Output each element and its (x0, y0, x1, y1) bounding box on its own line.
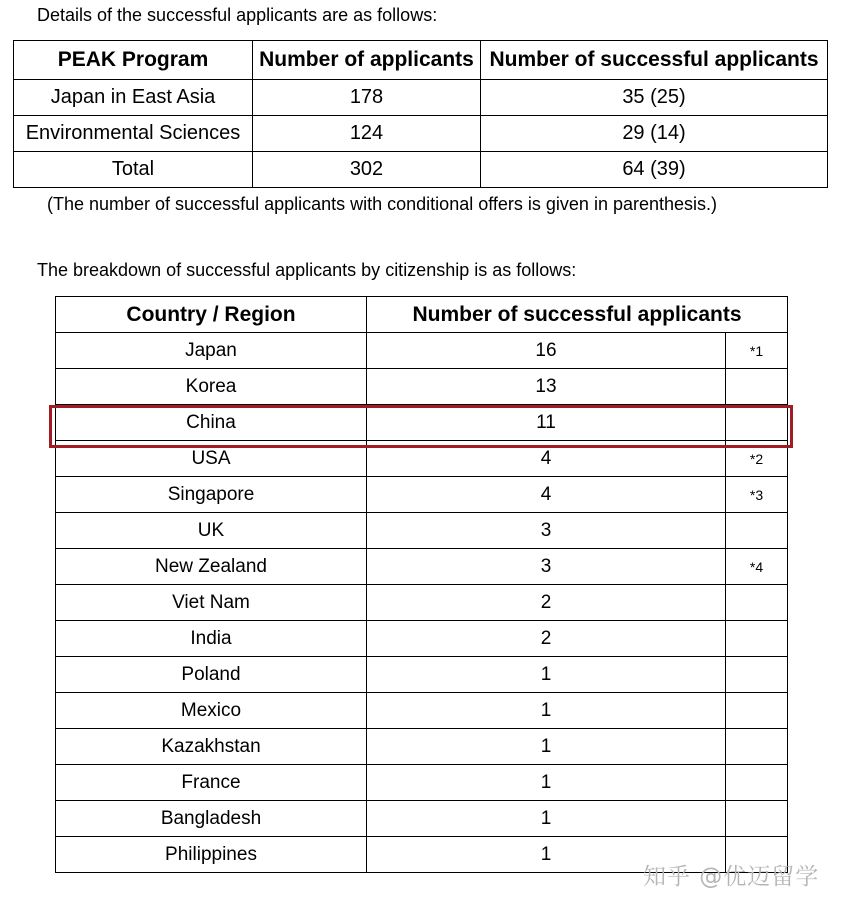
program-name: Environmental Sciences (14, 116, 253, 152)
applicants-count: 302 (253, 152, 481, 188)
header-successful-applicants: Number of successful applicants (481, 41, 828, 80)
table-row (56, 621, 788, 657)
footnote-mark (726, 765, 788, 801)
country-name: Mexico (56, 693, 367, 729)
applicants-count: 124 (253, 116, 481, 152)
table-row (56, 441, 788, 477)
country-name: Bangladesh (56, 801, 367, 837)
footnote-mark (726, 621, 788, 657)
table-row (56, 405, 788, 441)
successful-count: 2 (367, 621, 726, 657)
footnote-mark (726, 405, 788, 441)
successful-count: 3 (367, 549, 726, 585)
header-country-region: Country / Region (56, 297, 367, 333)
footnote-mark: *2 (726, 441, 788, 477)
successful-count: 13 (367, 369, 726, 405)
successful-count: 3 (367, 513, 726, 549)
country-name: Singapore (56, 477, 367, 513)
footnote-mark: *4 (726, 549, 788, 585)
table-row (56, 333, 788, 369)
table-row (56, 693, 788, 729)
table-row (56, 369, 788, 405)
citizenship-table (55, 296, 788, 873)
footnote-mark (726, 657, 788, 693)
footnote-mark (726, 513, 788, 549)
table-row-total (14, 152, 828, 188)
footnote-mark (726, 801, 788, 837)
table-header-row (14, 41, 828, 80)
country-name: France (56, 765, 367, 801)
successful-count: 29 (14) (481, 116, 828, 152)
peak-program-table (13, 40, 828, 188)
footnote-mark (726, 585, 788, 621)
program-name: Total (14, 152, 253, 188)
successful-count: 1 (367, 765, 726, 801)
footnote-mark: *1 (726, 333, 788, 369)
country-name: Japan (56, 333, 367, 369)
successful-count: 1 (367, 693, 726, 729)
country-name: Korea (56, 369, 367, 405)
footnote-mark (726, 729, 788, 765)
watermark: 知乎 @优迈留学 (643, 864, 820, 890)
footnote-mark (726, 369, 788, 405)
table-row (56, 729, 788, 765)
country-name: Poland (56, 657, 367, 693)
successful-count: 1 (367, 801, 726, 837)
table-row (56, 585, 788, 621)
successful-count: 11 (367, 405, 726, 441)
country-name: China (56, 405, 367, 441)
country-name: Viet Nam (56, 585, 367, 621)
country-name: USA (56, 441, 367, 477)
successful-count: 16 (367, 333, 726, 369)
table-row (14, 116, 828, 152)
table-row (56, 513, 788, 549)
successful-count: 35 (25) (481, 80, 828, 116)
conditional-offers-note: (The number of successful applicants with conditional offers is given in parenthesis.) (47, 194, 718, 214)
successful-count: 4 (367, 441, 726, 477)
country-name: UK (56, 513, 367, 549)
details-intro-text: Details of the successful applicants are as follows: (37, 5, 438, 25)
footnote-mark (726, 693, 788, 729)
breakdown-intro-text: The breakdown of successful applicants by citizenship is as follows: (37, 260, 577, 280)
header-peak-program: PEAK Program (14, 41, 253, 80)
country-name: New Zealand (56, 549, 367, 585)
table-header-row (56, 297, 788, 333)
table-row (56, 657, 788, 693)
applicants-count: 178 (253, 80, 481, 116)
successful-count: 2 (367, 585, 726, 621)
table-row (56, 765, 788, 801)
header-successful-applicants: Number of successful applicants (367, 297, 788, 333)
header-number-of-applicants: Number of applicants (253, 41, 481, 80)
country-name: India (56, 621, 367, 657)
successful-count: 4 (367, 477, 726, 513)
successful-count: 1 (367, 837, 726, 873)
program-name: Japan in East Asia (14, 80, 253, 116)
country-name: Philippines (56, 837, 367, 873)
country-name: Kazakhstan (56, 729, 367, 765)
table-row (56, 549, 788, 585)
successful-count: 1 (367, 729, 726, 765)
footnote-mark: *3 (726, 477, 788, 513)
table-row (56, 801, 788, 837)
table-row (56, 477, 788, 513)
successful-count: 64 (39) (481, 152, 828, 188)
successful-count: 1 (367, 657, 726, 693)
table-row (14, 80, 828, 116)
